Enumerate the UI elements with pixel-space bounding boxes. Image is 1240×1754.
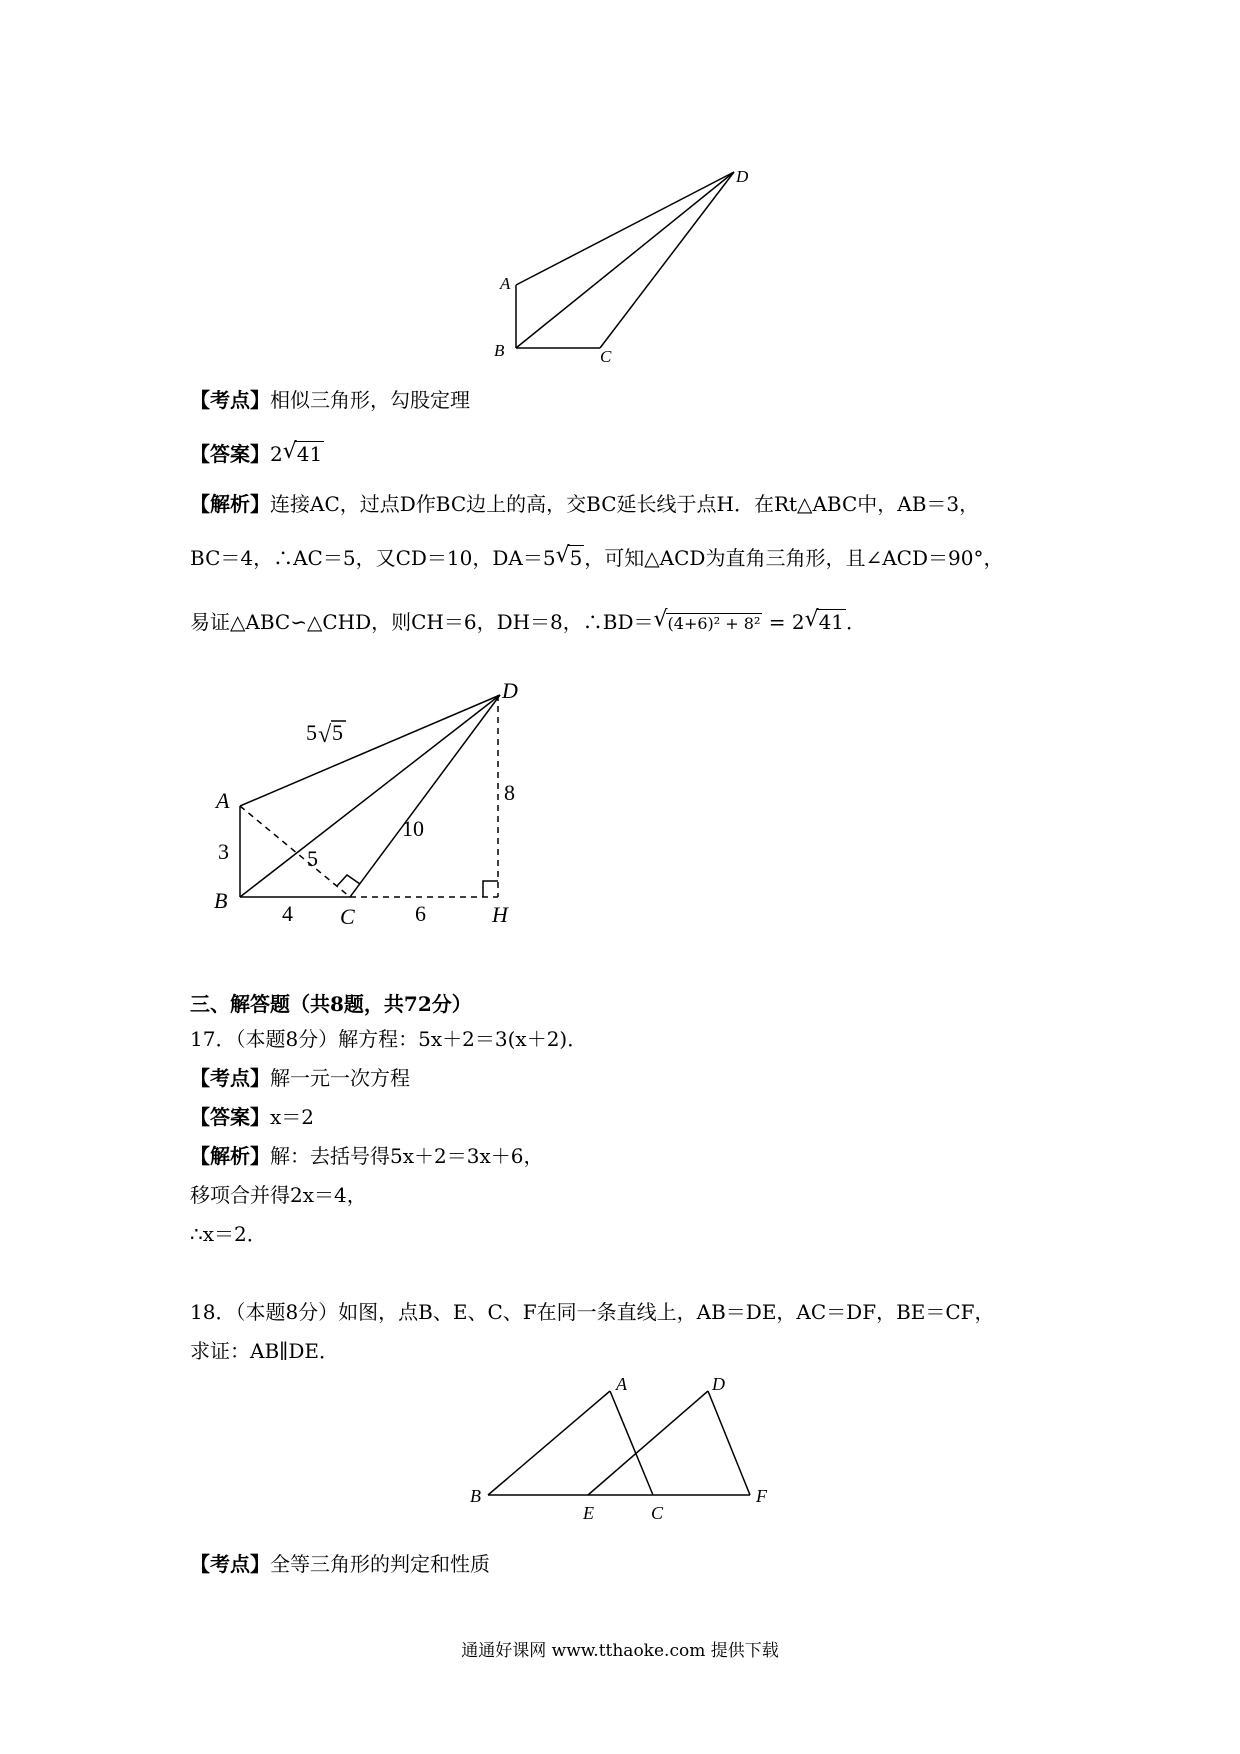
label-b: B (494, 341, 505, 360)
q16-daan (190, 439, 324, 466)
seg-ba (488, 1391, 610, 1495)
figure-quadrilateral-abcd (480, 160, 780, 370)
mid-label-c: C (340, 904, 355, 929)
mid-label-b: B (214, 888, 228, 913)
daan-text: x＝2 (270, 1105, 315, 1129)
value-ad-radical-sign: √ (318, 722, 332, 748)
seg-ed (588, 1391, 708, 1495)
jiexi-radicand-5: 5 (569, 546, 583, 570)
figure-quadrilateral-svg (480, 160, 780, 370)
jiexi-tag: 【解析】 (190, 492, 270, 516)
q17-stem: 17．（本题8分）解方程：5x＋2＝3(x＋2)． (190, 1027, 588, 1051)
jiexi-text-3c: ． (846, 610, 867, 634)
q17-step3: ∴x＝2． (190, 1222, 267, 1246)
q16-jiexi-line2 (190, 543, 1004, 570)
kaodian-tag: 【考点】 (190, 1552, 270, 1576)
figure-solution (200, 676, 540, 936)
value-cd: 10 (402, 816, 424, 841)
page-footer: 通通好课网 www.tthaoke.com 提供下载 (461, 1641, 779, 1661)
jiexi-sqrt-5: √ 5 (555, 543, 583, 570)
mid-label-d: D (502, 678, 518, 703)
seg-ac (610, 1391, 653, 1495)
seg-df (708, 1391, 750, 1495)
segment-bd (516, 172, 734, 348)
daan-radicand: 41 (296, 442, 323, 466)
bottom-label-d: D (712, 1374, 725, 1394)
q16-jiexi-line1 (190, 492, 979, 516)
figure-triangles-svg (460, 1370, 790, 1523)
daan-sqrt: √ 41 (282, 439, 323, 466)
q18-kaodian (190, 1552, 490, 1576)
figure-triangles (460, 1370, 790, 1523)
section-title: 三、解答题（共8题，共72分） (190, 992, 472, 1016)
q16-kaodian (190, 388, 470, 412)
q18-stem-line2: 求证：AB∥DE． (190, 1339, 340, 1363)
right-angle-c (337, 875, 360, 886)
jiexi-text: 解：去括号得5x＋2＝3x＋6， (270, 1144, 544, 1168)
mid-label-a: A (216, 788, 230, 813)
jiexi-text-2a: BC＝4，∴AC＝5，又CD＝10，DA＝5 (190, 546, 556, 570)
segment-cd (600, 172, 734, 348)
jiexi-text-1: 连接AC，过点D作BC边上的高，交BC延长线于点H．在Rt△ABC中，AB＝3， (270, 492, 980, 516)
seg-ad (240, 695, 500, 806)
value-dh: 8 (504, 780, 515, 805)
q17-step2: 移项合并得2x＝4， (190, 1183, 367, 1207)
q17-daan (190, 1105, 314, 1129)
right-angle-h (483, 881, 498, 897)
label-d: D (736, 167, 749, 186)
mid-label-h: H (492, 902, 508, 927)
jiexi-tag: 【解析】 (190, 1144, 270, 1168)
label-a: A (500, 274, 511, 293)
jiexi-sqrt-bd: √ (4+6)² + 8² (653, 607, 761, 633)
q17-kaodian (190, 1066, 410, 1090)
jiexi-sqrt-41: √ 41 (804, 607, 845, 634)
jiexi-radicand-41: 41 (818, 610, 845, 634)
seg-bd (240, 695, 500, 897)
kaodian-tag: 【考点】 (190, 388, 270, 412)
daan-tag: 【答案】 (190, 1105, 270, 1129)
jiexi-text-3b: = 2 (768, 610, 805, 634)
kaodian-tag: 【考点】 (190, 1066, 270, 1090)
daan-coef: 2 (270, 442, 283, 466)
kaodian-text: 全等三角形的判定和性质 (270, 1552, 490, 1576)
bottom-label-b: B (470, 1486, 481, 1506)
value-ab: 3 (218, 839, 229, 864)
q18-stem-line1: 18．（本题8分）如图，点B、E、C、F在同一条直线上，AB＝DE，AC＝DF，BE＝CF， (190, 1300, 995, 1324)
value-ad-rad: 5 (332, 720, 343, 745)
bottom-label-e: E (583, 1503, 594, 1523)
segment-ad (516, 172, 734, 285)
daan-tag: 【答案】 (190, 442, 270, 466)
kaodian-text: 解一元一次方程 (270, 1066, 410, 1090)
kaodian-text: 相似三角形，勾股定理 (270, 388, 470, 412)
value-ch: 6 (415, 901, 426, 926)
jiexi-text-3a: 易证△ABC∽△CHD，则CH＝6，DH＝8，∴BD＝ (190, 610, 654, 634)
bottom-label-c: C (651, 1503, 664, 1523)
bottom-label-a: A (616, 1374, 627, 1394)
value-bc: 4 (282, 901, 293, 926)
value-ac: 5 (307, 846, 318, 871)
seg-cd (350, 695, 500, 897)
jiexi-radicand-bd: (4+6)² + 8² (667, 614, 761, 633)
value-ad-coef: 5 (306, 720, 317, 745)
jiexi-text-2b: ，可知△ACD为直角三角形，且∠ACD＝90°， (584, 546, 1004, 570)
q16-jiexi-line3 (190, 607, 867, 634)
label-c: C (600, 347, 612, 366)
q17-jiexi (190, 1144, 543, 1168)
bottom-label-f: F (756, 1486, 767, 1506)
figure-solution-svg (200, 676, 540, 936)
